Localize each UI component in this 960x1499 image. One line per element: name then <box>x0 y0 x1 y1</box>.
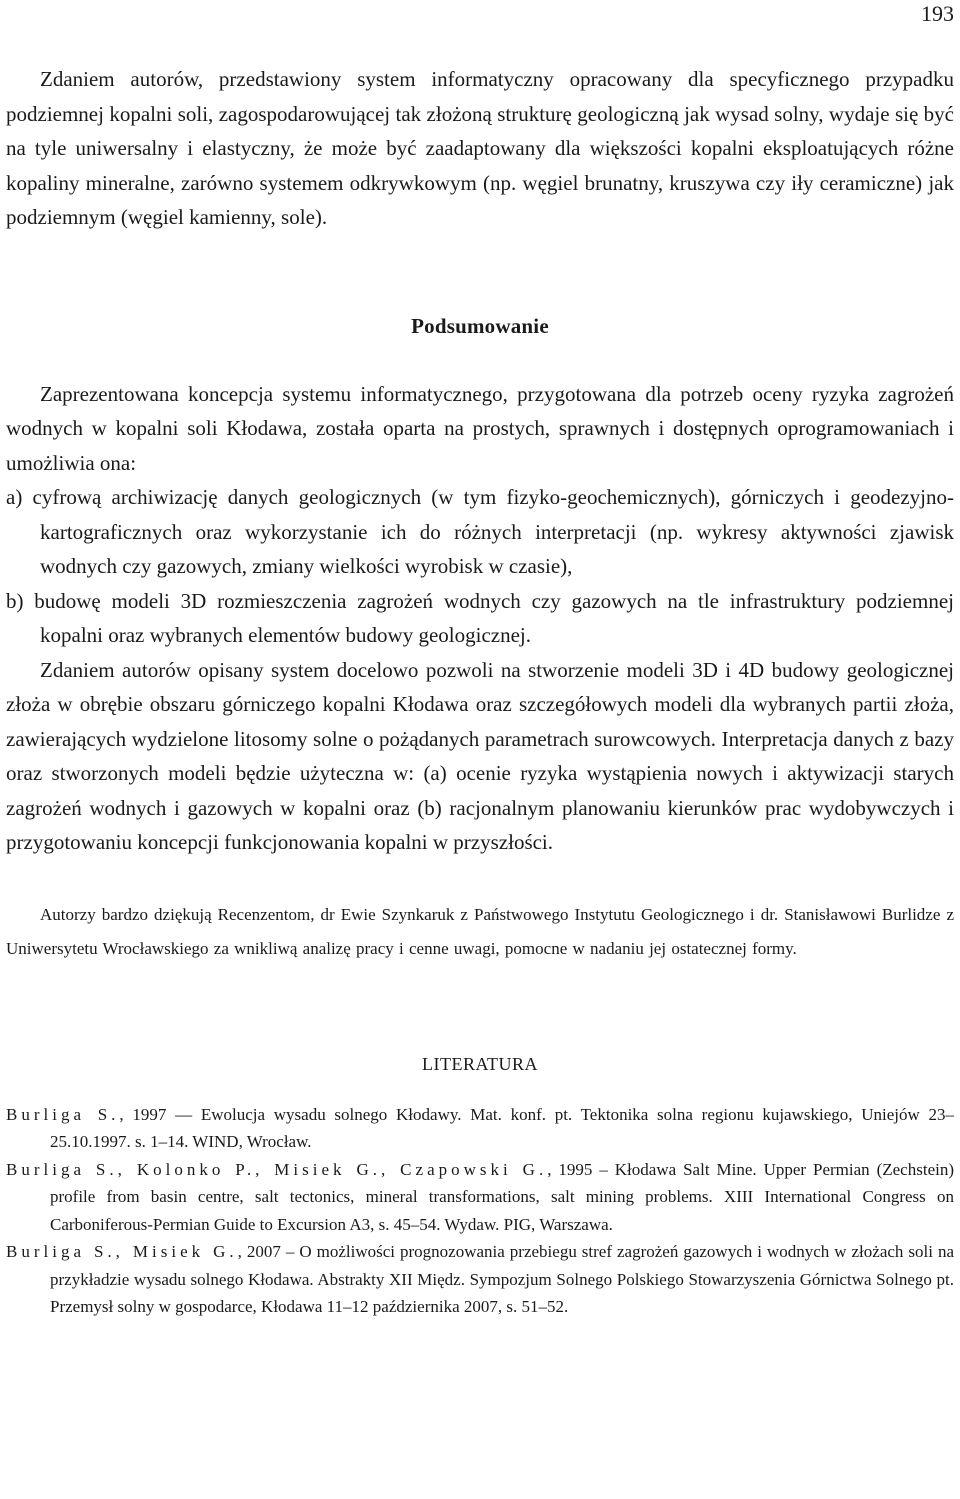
reference-item <box>6 1238 954 1321</box>
section-heading-literature: LITERATURA <box>422 1053 538 1074</box>
reference-item <box>6 1156 954 1239</box>
summary-conclusion-paragraph: Zdaniem autorów opisany system docelowo pozwoli na stworzenie modeli 3D i 4D budowy geologicznej złoża w obrębie obszaru górniczego kopalni Kłodawa oraz szczegółowych modeli dla wybranych partii złoża, zawierających wydzielone litosomy solne o pożądanych parametrach surowcowych. Interpretacja danych z bazy oraz stworzonych modeli będzie użyteczna w: (a) ocenie ryzyka wystąpienia nowych i aktywizacji starych zagrożeń wodnych i gazowych w kopalni oraz (b) racjonalnym planowaniu kierunków prac wydobywczych i przygotowaniu koncepcji funkcjonowania kopalni w przyszłości. <box>6 657 954 854</box>
reference-authors: Burliga S., Kolonko P., Misiek G., Czapowski G. <box>6 1159 548 1179</box>
reference-text: , 2007 – O możliwości prognozowania przebiegu stref zagrożeń gazowych i wodnych w złożach soli na przykładzie wysadu solnego Kłodawa. Abstrakty XII Międz. Sympozjum Solnego Polskiego Stowarzyszenia Górnictwa Solnego pt. Przemysł solny w gospodarce, Kłodawa 11–12 października 2007, s. 51–52. <box>50 1242 954 1316</box>
reference-item <box>6 1101 954 1156</box>
reference-text: , 1995 – Kłodawa Salt Mine. Upper Permian (Zechstein) profile from basin centre, salt tectonics, mineral transformations, salt mining problems. XIII International Congress on Carboniferous-Permian Guide to Excursion A3, s. 45–54. Wydaw. PIG, Warszawa. <box>50 1159 954 1234</box>
summary-list-item-a: a) cyfrową archiwizację danych geologicznych (w tym fizyko-geochemicznych), górniczych i geodezyjno-kartograficznych oraz wykorzystanie ich do różnych interpretacji (np. wykresy aktywności zjawisk wodnych czy gazowych, zmiany wielkości wyrobisk w czasie), <box>6 485 954 578</box>
page-number: 193 <box>921 1 954 26</box>
reference-text: , 1997 — Ewolucja wysadu solnego Kłodawy. Mat. konf. pt. Tektonika solna regionu kujawskiego, Uniejów 23–25.10.1997. s. 1–14. WIND, Wrocław. <box>50 1104 954 1151</box>
acknowledgement-paragraph: Autorzy bardzo dziękują Recenzentom, dr Ewie Szynkaruk z Państwowego Instytutu Geologicznego i dr. Stanisławowi Burlidze z Uniwersytetu Wrocławskiego za wnikliwą analizę pracy i cenne uwagi, pomocne w nadaniu jej ostatecznej formy. <box>6 904 954 958</box>
page-content <box>6 62 954 1321</box>
summary-list-item-b: b) budowę modeli 3D rozmieszczenia zagrożeń wodnych czy gazowych na tle infrastruktury podziemnej kopalni oraz wybranych elementów budowy geologicznej. <box>6 588 954 647</box>
intro-paragraph: Zdaniem autorów, przedstawiony system informatyczny opracowany dla specyficznego przypadku podziemnej kopalni soli, zagospodarowującej tak złożoną strukturę geologiczną jak wysad solny, wydaje się być na tyle uniwersalny i elastyczny, że może być zaadaptowany dla większości kopalni eksploatujących różne kopaliny mineralne, zarówno systemem odkrywkowym (np. węgiel brunatny, kruszywa czy iły ceramiczne) jak podziemnym (węgiel kamienny, sole). <box>6 67 954 229</box>
reference-authors: Burliga S. <box>6 1104 120 1124</box>
summary-lead-paragraph: Zaprezentowana koncepcja systemu informatycznego, przygotowana dla potrzeb oceny ryzyka zagrożeń wodnych w kopalni soli Kłodawa, została oparta na prostych, sprawnych i dostępnych oprogramowaniach i umożliwia ona: <box>6 381 954 475</box>
section-heading-summary: Podsumowanie <box>411 313 549 338</box>
reference-authors: Burliga S., Misiek G. <box>6 1242 238 1261</box>
